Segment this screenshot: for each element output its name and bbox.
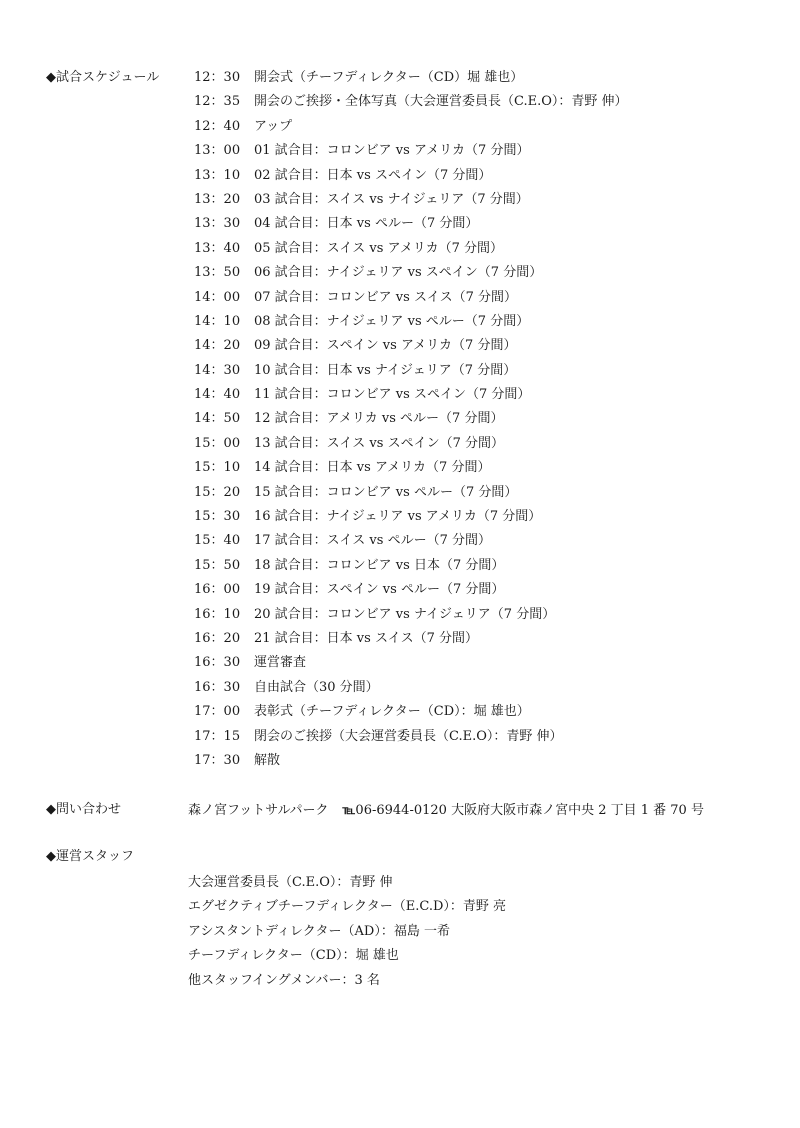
schedule-time: 13：20 [194, 191, 241, 207]
schedule-event: 開会のご挨拶・全体写真（大会運営委員長（C.E.O）：青野 伸） [254, 94, 628, 110]
schedule-row [194, 310, 628, 334]
schedule-event: 11 試合目：コロンビア vs スペイン（7 分間） [254, 387, 531, 403]
venue-name: 森ノ宮フットサルパーク [188, 803, 329, 818]
schedule-time: 17：30 [194, 752, 241, 768]
schedule-row [194, 90, 628, 114]
staff-member: アシスタントディレクター（AD）：福島 一希 [188, 923, 450, 939]
staff-member: 大会運営委員長（C.E.O）：青野 伸 [188, 875, 393, 890]
schedule-time: 17：15 [194, 728, 241, 744]
schedule-time: 14：00 [194, 289, 241, 305]
staff-member: 他スタッフイングメンバー：3 名 [188, 972, 380, 988]
schedule-time: 14：20 [194, 338, 241, 354]
schedule-row [194, 286, 628, 310]
schedule-time: 12：35 [194, 94, 241, 110]
schedule-time: 15：50 [194, 557, 241, 573]
schedule-event: 09 試合目：スペイン vs アメリカ（7 分間） [254, 338, 517, 354]
schedule-row [194, 212, 628, 236]
schedule-event: 06 試合目：ナイジェリア vs スペイン（7 分間） [254, 265, 543, 281]
schedule-event: 解散 [254, 752, 281, 768]
schedule-time: 16：20 [194, 630, 241, 646]
schedule-time: 12：40 [194, 118, 241, 134]
schedule-event: 19 試合目：スペイン vs ペルー（7 分間） [254, 582, 505, 598]
schedule-time: 16：30 [194, 655, 241, 671]
schedule-row [194, 676, 628, 700]
schedule-row [194, 725, 628, 749]
schedule-event: 08 試合目：ナイジェリア vs ペルー（7 分間） [254, 313, 530, 329]
schedule-row [194, 139, 628, 163]
schedule-time: 15：40 [194, 533, 241, 549]
schedule-event: 03 試合目：スイス vs ナイジェリア（7 分間） [254, 191, 529, 207]
schedule-time: 13：50 [194, 265, 241, 281]
schedule-time: 13：00 [194, 143, 241, 159]
schedule-row [194, 432, 628, 456]
schedule-row [194, 627, 628, 651]
phone-number: 06-6944-0120 [355, 803, 447, 818]
schedule-event: 13 試合目：スイス vs スペイン（7 分間） [254, 435, 504, 451]
schedule-row [194, 383, 628, 407]
schedule-time: 16：30 [194, 679, 241, 695]
schedule-time: 14：40 [194, 387, 241, 403]
schedule-time: 15：30 [194, 509, 241, 525]
schedule-event: 運営審査 [254, 655, 307, 671]
schedule-row [194, 237, 628, 261]
schedule-row [194, 651, 628, 675]
schedule-event: 15 試合目：コロンビア vs ペルー（7 分間） [254, 484, 518, 500]
schedule-list [194, 66, 628, 773]
schedule-time: 16：10 [194, 606, 241, 622]
schedule-time: 13：40 [194, 240, 241, 256]
schedule-event: 自由試合（30 分間） [254, 679, 379, 695]
schedule-row [194, 700, 628, 724]
schedule-row [194, 505, 628, 529]
schedule-time: 16：00 [194, 582, 241, 598]
contact-heading: ◆問い合わせ [46, 802, 121, 817]
schedule-row [194, 261, 628, 285]
staff-list [188, 871, 506, 993]
schedule-time: 17：00 [194, 704, 241, 720]
schedule-event: 閉会のご挨拶（大会運営委員長（C.E.O）：青野 伸） [254, 728, 563, 744]
schedule-event: 02 試合目：日本 vs スペイン（7 分間） [254, 167, 492, 183]
schedule-row [194, 456, 628, 480]
schedule-event: 18 試合目：コロンビア vs 日本（7 分間） [254, 557, 505, 573]
schedule-row [194, 529, 628, 553]
schedule-event: 12 試合目：アメリカ vs ペルー（7 分間） [254, 411, 504, 427]
schedule-event: 16 試合目：ナイジェリア vs アメリカ（7 分間） [254, 509, 542, 525]
schedule-event: 10 試合目：日本 vs ナイジェリア（7 分間） [254, 362, 517, 378]
schedule-time: 13：30 [194, 216, 241, 232]
schedule-row [194, 554, 628, 578]
schedule-row [194, 164, 628, 188]
schedule-event: 04 試合目：日本 vs ペルー（7 分間） [254, 216, 479, 232]
schedule-event: 開会式（チーフディレクター（CD）堀 雄也） [254, 70, 524, 85]
schedule-time: 15：20 [194, 484, 241, 500]
schedule-time: 15：00 [194, 435, 241, 451]
schedule-time: 14：50 [194, 411, 241, 427]
schedule-row [194, 481, 628, 505]
schedule-row [194, 407, 628, 431]
schedule-time: 14：30 [194, 362, 241, 378]
schedule-time: 15：10 [194, 460, 241, 476]
schedule-event: 14 試合目：日本 vs アメリカ（7 分間） [254, 460, 491, 476]
schedule-event: アップ [254, 118, 293, 134]
schedule-event: 21 試合目：日本 vs スイス（7 分間） [254, 630, 478, 646]
staff-member: チーフディレクター（CD）：堀 雄也 [188, 948, 399, 964]
schedule-row [194, 749, 628, 773]
schedule-row [194, 578, 628, 602]
schedule-row [194, 359, 628, 383]
schedule-row [194, 334, 628, 358]
schedule-event: 01 試合目：コロンビア vs アメリカ（7 分間） [254, 143, 530, 159]
staff-member: エグゼクティブチーフディレクター（E.C.D）：青野 亮 [188, 899, 507, 915]
venue-address: 大阪府大阪市森ノ宮中央 2 丁目 1 番 70 号 [451, 803, 704, 818]
schedule-event: 07 試合目：コロンビア vs スイス（7 分間） [254, 289, 517, 305]
schedule-row [194, 603, 628, 627]
schedule-time: 13：10 [194, 167, 241, 183]
staff-heading: ◆運営スタッフ [46, 849, 134, 864]
schedule-event: 20 試合目：コロンビア vs ナイジェリア（7 分間） [254, 606, 556, 622]
schedule-event: 05 試合目：スイス vs アメリカ（7 分間） [254, 240, 504, 256]
schedule-row [194, 188, 628, 212]
schedule-event: 表彰式（チーフディレクター（CD）：堀 雄也） [254, 704, 530, 720]
schedule-row [194, 66, 628, 90]
contact-info [188, 798, 704, 823]
schedule-event: 17 試合目：スイス vs ペルー（7 分間） [254, 533, 491, 549]
schedule-time: 12：30 [194, 70, 241, 85]
schedule-row [194, 115, 628, 139]
schedule-time: 14：10 [194, 313, 241, 329]
phone-icon: ℡ [342, 803, 355, 817]
schedule-heading: ◆試合スケジュール [46, 70, 160, 85]
